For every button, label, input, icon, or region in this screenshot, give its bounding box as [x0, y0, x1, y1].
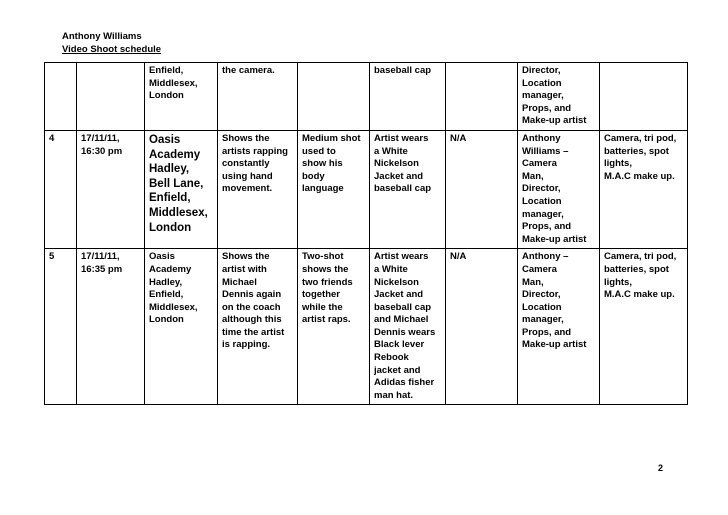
props-cell: N/A [446, 249, 518, 405]
date-time-cell: 17/11/11, 16:30 pm [77, 130, 145, 248]
crew-cell: Anthony – Camera Man, Director, Location manager, Props, and Make-up artist [518, 249, 600, 405]
description-cell: Shows the artists rapping constantly using hand movement. [218, 130, 298, 248]
props-cell: N/A [446, 130, 518, 248]
crew-cell: Director, Location manager, Props, and Make-up artist [518, 63, 600, 131]
table-row [45, 130, 688, 248]
location-cell: Oasis Academy Hadley, Enfield, Middlesex, London [145, 249, 218, 405]
props-cell [446, 63, 518, 131]
document-title: Video Shoot schedule [62, 44, 162, 55]
table-row [45, 63, 688, 131]
page-number: 2 [658, 463, 664, 473]
description-cell: Shows the artist with Michael Dennis again on the coach although this time the artist is rapping. [218, 249, 298, 405]
costume-cell: baseball cap [370, 63, 446, 131]
shoot-schedule-table [44, 62, 688, 405]
shot-number-cell [45, 63, 77, 131]
description-cell: the camera. [218, 63, 298, 131]
document-header [62, 30, 161, 56]
equipment-cell: Camera, tri pod, batteries, spot lights, M.A.C make up. [600, 249, 688, 405]
date-time-cell: 17/11/11, 16:35 pm [77, 249, 145, 405]
crew-cell: Anthony Williams – Camera Man, Director, Location manager, Props, and Make-up artist [518, 130, 600, 248]
costume-cell: Artist wears a White Nickelson Jacket and baseball cap and Michael Dennis wears Black lever Rebook jacket and Adidas fisher man hat. [370, 249, 446, 405]
equipment-cell: Camera, tri pod, batteries, spot lights, M.A.C make up. [600, 130, 688, 248]
shot-number-cell: 4 [45, 130, 77, 248]
location-cell: Enfield, Middlesex, London [145, 63, 218, 131]
author-name: Anthony Williams [62, 31, 142, 42]
shot-type-cell: Two-shot shows the two friends together while the artist raps. [298, 249, 370, 405]
date-time-cell [77, 63, 145, 131]
shot-number-cell: 5 [45, 249, 77, 405]
shot-type-cell: Medium shot used to show his body language [298, 130, 370, 248]
equipment-cell [600, 63, 688, 131]
table-row [45, 249, 688, 405]
shot-type-cell [298, 63, 370, 131]
costume-cell: Artist wears a White Nickelson Jacket and baseball cap [370, 130, 446, 248]
location-cell: Oasis Academy Hadley, Bell Lane, Enfield, Middlesex, London [145, 130, 218, 248]
